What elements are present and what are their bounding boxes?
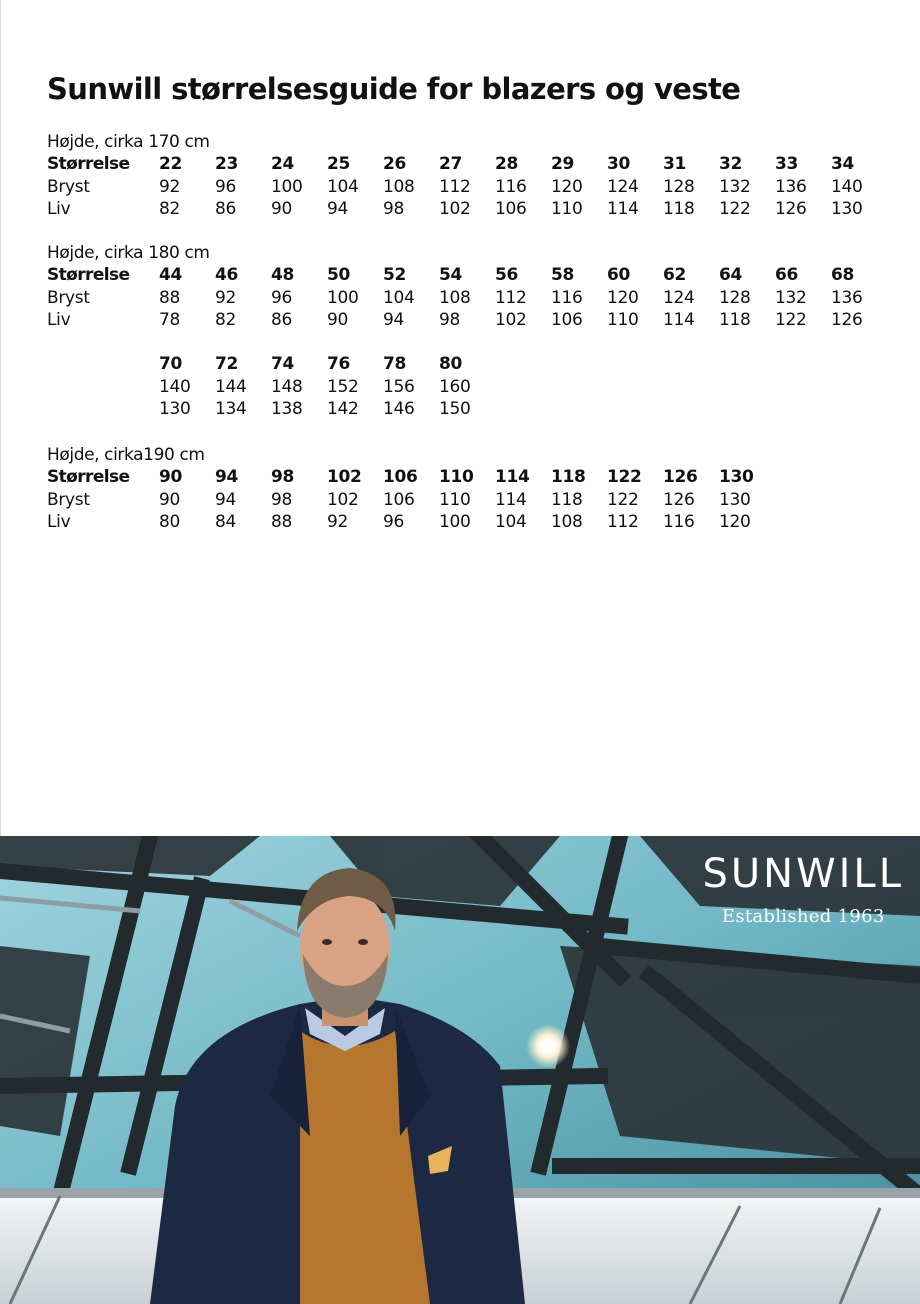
table-cell: 128 [663,176,695,197]
table-cell: 110 [439,489,471,510]
table-cell: 96 [271,287,293,308]
table-cell: 130 [719,489,751,510]
table-cell: 94 [327,199,349,219]
table-cell: 92 [215,287,237,308]
table-cell: 120 [719,512,751,532]
table-cell: 138 [271,399,303,419]
row-label: Størrelse [47,467,130,487]
section-caption: Højde, cirka190 cm [47,445,205,465]
size-table-170 [47,131,887,221]
chest-row [47,376,495,399]
table-cell: 104 [383,287,415,308]
table-cell: 100 [327,287,359,308]
table-cell: 126 [663,489,695,510]
table-cell: 25 [327,154,351,174]
table-cell: 26 [383,154,407,174]
table-cell: 122 [775,310,807,330]
table-cell: 120 [551,176,583,197]
waist-row [47,511,775,534]
table-cell: 106 [383,489,415,510]
brand-tagline: Established 1963 [721,906,885,927]
table-cell: 48 [271,265,295,285]
table-cell: 150 [439,399,471,419]
brand-name: SUNWILL [702,851,904,897]
table-cell: 80 [439,354,463,374]
table-cell: 118 [551,467,586,487]
table-cell: 112 [439,176,471,197]
table-cell: 126 [775,199,807,219]
table-cell: 58 [551,265,575,285]
section-caption: Højde, cirka 180 cm [47,243,210,263]
table-cell: 132 [719,176,751,197]
table-cell: 140 [159,376,191,397]
row-label [47,398,159,421]
table-cell: 130 [831,199,863,219]
table-cell: 23 [215,154,239,174]
table-cell: 120 [607,287,639,308]
row-label: Liv [47,310,71,330]
table-cell: 98 [271,467,295,487]
table-cell: 106 [495,199,527,219]
table-cell: 136 [831,287,863,308]
row-label: Bryst [47,287,90,308]
table-cell: 68 [831,265,855,285]
table-cell: 22 [159,154,183,174]
table-cell: 70 [159,354,183,374]
table-cell: 102 [327,467,362,487]
table-cell: 33 [775,154,799,174]
table-cell: 32 [719,154,743,174]
table-cell: 104 [327,176,359,197]
table-cell: 96 [215,176,237,197]
table-cell: 24 [271,154,295,174]
table-cell: 34 [831,154,855,174]
table-cell: 54 [439,265,463,285]
table-cell: 28 [495,154,519,174]
brand-logo [702,852,904,927]
table-cell: 86 [271,310,293,330]
table-cell: 134 [215,399,247,419]
table-cell: 108 [551,512,583,532]
table-cell: 88 [159,287,181,308]
table-cell: 72 [215,354,239,374]
table-cell: 136 [775,176,807,197]
table-cell: 124 [663,287,695,308]
table-cell: 114 [495,467,530,487]
table-cell: 144 [215,376,247,397]
table-cell: 78 [383,354,407,374]
table-cell: 92 [159,176,181,197]
table-cell: 52 [383,265,407,285]
table-cell: 122 [607,467,642,487]
table-cell: 30 [607,154,631,174]
table-cell: 122 [719,199,751,219]
waist-row [47,198,887,221]
table-cell: 66 [775,265,799,285]
table-cell: 156 [383,376,415,397]
table-cell: 112 [495,287,527,308]
table-cell: 122 [607,489,639,510]
size-table-180 [47,242,887,332]
size-row [47,264,887,287]
table-cell: 80 [159,512,181,532]
table-cell: 146 [383,399,415,419]
row-label: Størrelse [47,265,130,285]
table-cell: 114 [495,489,527,510]
table-cell: 74 [271,354,295,374]
row-label: Bryst [47,489,90,510]
row-label [47,376,159,399]
table-cell: 90 [159,467,183,487]
table-cell: 106 [383,467,418,487]
table-cell: 62 [663,265,687,285]
table-cell: 64 [719,265,743,285]
table-cell: 110 [607,310,639,330]
table-cell: 106 [551,310,583,330]
table-cell: 100 [439,512,471,532]
table-cell: 78 [159,310,181,330]
chest-row [47,176,887,199]
table-cell: 108 [439,287,471,308]
chest-row [47,287,887,310]
table-cell: 130 [159,399,191,419]
table-cell: 126 [663,467,698,487]
table-cell: 140 [831,176,863,197]
table-cell: 110 [439,467,474,487]
table-cell: 100 [271,176,303,197]
size-row [47,353,495,376]
table-cell: 114 [607,199,639,219]
table-cell: 90 [327,310,349,330]
table-cell: 84 [215,512,237,532]
row-label: Liv [47,199,71,219]
table-cell: 102 [439,199,471,219]
table-cell: 118 [551,489,583,510]
table-cell: 90 [159,489,181,510]
table-cell: 31 [663,154,687,174]
table-cell: 27 [439,154,463,174]
size-table-190 [47,444,775,534]
section-caption: Højde, cirka 170 cm [47,132,210,152]
table-cell: 94 [215,467,239,487]
table-cell: 116 [551,287,583,308]
table-cell: 160 [439,376,471,397]
table-cell: 82 [215,310,237,330]
model-photo [0,836,920,1304]
table-cell: 76 [327,354,351,374]
table-cell: 82 [159,199,181,219]
size-row [47,466,775,489]
table-cell: 112 [607,512,639,532]
table-cell: 148 [271,376,303,397]
row-label: Bryst [47,176,90,197]
table-cell: 114 [663,310,695,330]
size-row [47,153,887,176]
table-cell: 88 [271,512,293,532]
table-cell: 90 [271,199,293,219]
table-cell: 46 [215,265,239,285]
table-cell: 102 [495,310,527,330]
table-cell: 44 [159,265,183,285]
waist-row [47,398,495,421]
table-cell: 132 [775,287,807,308]
table-cell: 96 [383,512,405,532]
table-cell: 124 [607,176,639,197]
table-cell: 116 [495,176,527,197]
table-cell: 116 [663,512,695,532]
page-edge [0,0,1,836]
table-cell: 86 [215,199,237,219]
table-cell: 50 [327,265,351,285]
table-cell: 104 [495,512,527,532]
row-label: Størrelse [47,154,130,174]
table-cell: 130 [719,467,754,487]
table-cell: 128 [719,287,751,308]
table-cell: 110 [551,199,583,219]
table-cell: 102 [327,489,359,510]
table-cell: 152 [327,376,359,397]
table-cell: 142 [327,399,359,419]
table-cell: 60 [607,265,631,285]
table-cell: 98 [439,310,461,330]
table-cell: 118 [663,199,695,219]
table-cell: 94 [215,489,237,510]
table-cell: 56 [495,265,519,285]
table-cell: 126 [831,310,863,330]
chest-row [47,489,775,512]
table-cell: 98 [383,199,405,219]
row-label: Liv [47,512,71,532]
size-table-180-continued [47,353,495,421]
table-cell: 118 [719,310,751,330]
row-label [47,353,159,376]
table-cell: 92 [327,512,349,532]
table-cell: 94 [383,310,405,330]
table-cell: 29 [551,154,575,174]
table-cell: 108 [383,176,415,197]
table-cell: 98 [271,489,293,510]
waist-row [47,309,887,332]
page-title: Sunwill størrelsesguide for blazers og veste [47,72,741,106]
